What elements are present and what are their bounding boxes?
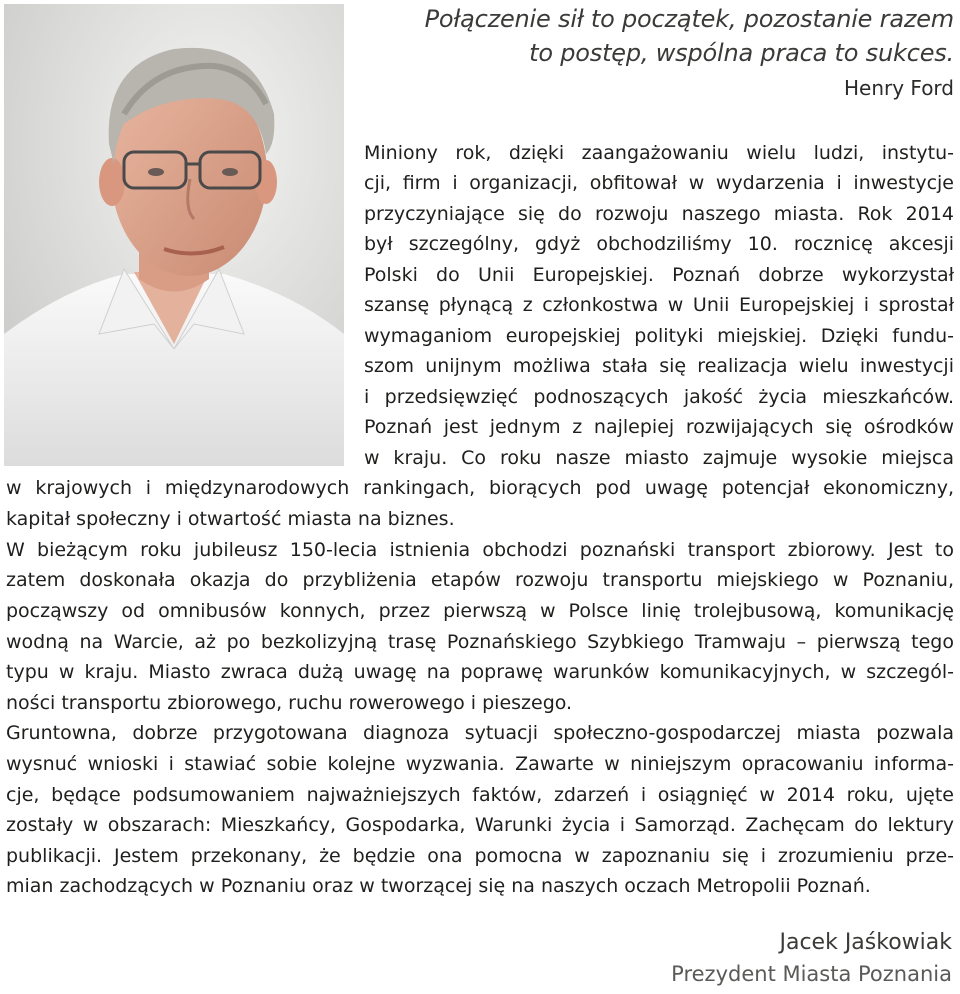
body-line: szansę płynącą z członkostwa w Unii Europejskiej i sprostał xyxy=(364,294,954,316)
body-line: Polski do Unii Europejskiej. Poznań dobrze wykorzystał xyxy=(364,264,954,286)
body-line: w kraju. Co roku nasze miasto zajmuje wysokie miejsca xyxy=(364,447,954,469)
body-line: zatem doskonała okazja do przybliżenia etapów rozwoju transportu miejskiego w Poznaniu, xyxy=(6,569,954,591)
body-line: był szczególny, gdyż obchodziliśmy 10. rocznicę akcesji xyxy=(364,233,954,255)
signature-role: Prezydent Miasta Poznania xyxy=(671,962,952,986)
quote-author: Henry Ford xyxy=(843,76,954,100)
motto-quote xyxy=(394,2,954,106)
signature-name: Jacek Jaśkowiak xyxy=(779,930,952,955)
portrait-photo xyxy=(4,4,344,466)
body-line: W bieżącym roku jubileusz 150-lecia istnienia obchodzi poznański transport zbiorowy. Jest to xyxy=(6,539,954,561)
body-line: publikacji. Jestem przekonany, że będzie ona pomocna w zapoznaniu się i zrozumieniu prze- xyxy=(6,845,954,867)
body-line: w krajowych i międzynarodowych rankingach, biorących pod uwagę potencjał ekonomiczny, xyxy=(6,477,954,499)
body-line: cji, firm i organizacji, obfitował w wydarzenia i inwestycje xyxy=(364,172,954,194)
body-line: Miniony rok, dzięki zaangażowaniu wielu ludzi, instytu- xyxy=(364,142,954,164)
quote-line-1: Połączenie sił to początek, pozostanie razem xyxy=(424,5,954,33)
body-line: począwszy od omnibusów konnych, przez pierwszą w Polsce linię trolejbusową, komunikację xyxy=(6,600,954,622)
body-line: ności transportu zbiorowego, ruchu rowerowego i pieszego. xyxy=(6,692,573,714)
body-line: wymaganiom europejskiej polityki miejskiej. Dzięki fundu- xyxy=(364,325,954,347)
body-line: Gruntowna, dobrze przygotowana diagnoza sytuacji społeczno-gospodarczej miasta pozwala xyxy=(6,722,954,744)
body-line: mian zachodzących w Poznaniu oraz w tworzącej się na naszych oczach Metropolii Poznań. xyxy=(6,875,871,897)
body-line: typu w kraju. Miasto zwraca dużą uwagę na poprawę warunków komunikacyjnych, w szczegól- xyxy=(6,661,954,683)
quote-line-2: to postęp, wspólna praca to sukces. xyxy=(529,39,954,67)
body-line: cje, będące podsumowaniem najważniejszych faktów, zdarzeń i osiągnięć w 2014 roku, ujęte xyxy=(6,784,954,806)
body-line: przyczyniające się do rozwoju naszego miasta. Rok 2014 xyxy=(364,203,954,225)
body-line: wysnuć wnioski i stawiać sobie kolejne wyzwania. Zawarte w niniejszym opracowaniu informa- xyxy=(6,753,954,775)
body-line: zostały w obszarach: Mieszkańcy, Gospodarka, Warunki życia i Samorząd. Zachęcam do lektury xyxy=(6,814,954,836)
body-line: wodną na Warcie, aż po bezkolizyjną trasę Poznańskiego Szybkiego Tramwaju – pierwszą tego xyxy=(6,631,954,653)
body-line: kapitał społeczny i otwartość miasta na biznes. xyxy=(6,508,455,530)
body-line: i przedsięwzięć podnoszących jakość życia mieszkańców. xyxy=(364,386,954,408)
body-line: Poznań jest jednym z najlepiej rozwijających się ośrodków xyxy=(364,416,954,438)
body-line: szom unijnym możliwa stała się realizacja wielu inwestycji xyxy=(364,355,954,377)
